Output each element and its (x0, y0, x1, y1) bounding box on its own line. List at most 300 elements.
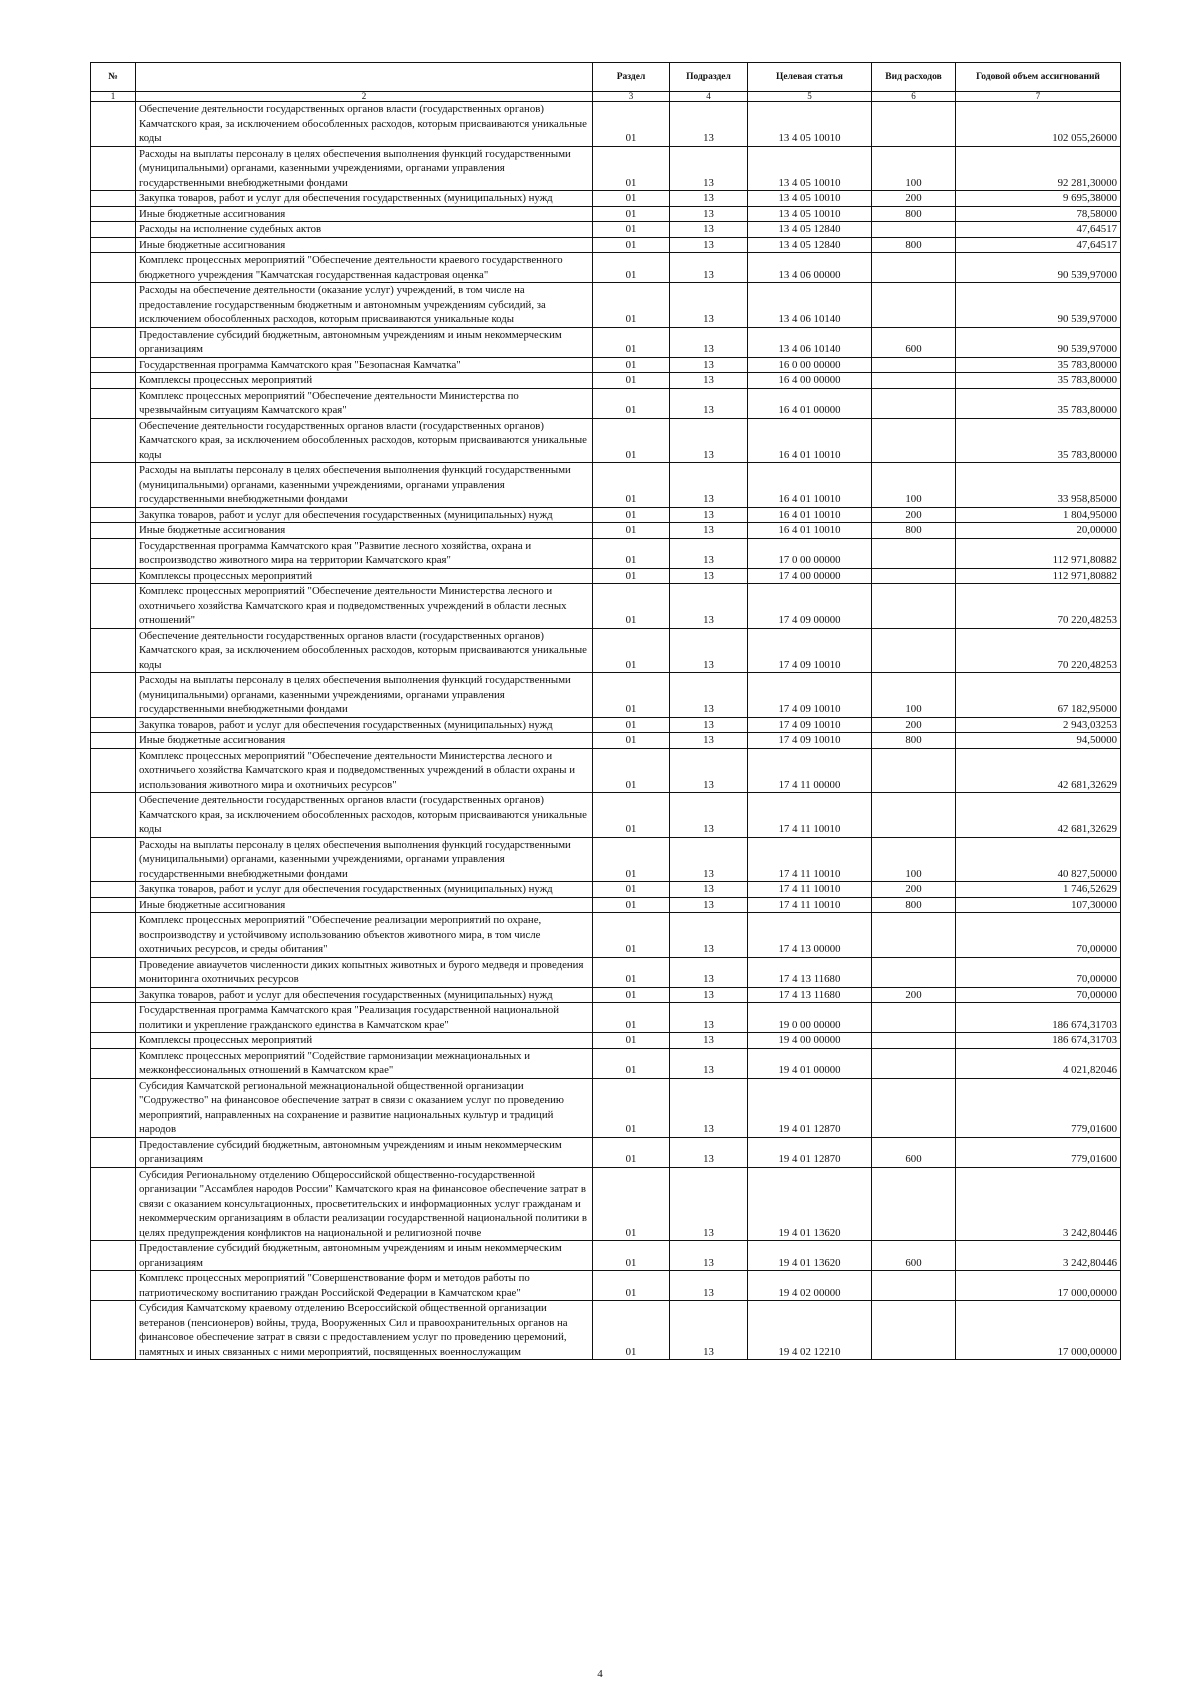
row-podrazdel: 13 (670, 357, 748, 373)
row-expense-type: 800 (872, 237, 956, 253)
row-podrazdel: 13 (670, 373, 748, 389)
table-row (91, 897, 1121, 913)
table-row (91, 327, 1121, 357)
row-number (91, 1167, 136, 1241)
row-number (91, 793, 136, 838)
row-name: Субсидия Камчатскому краевому отделению Всероссийской общественной организации ветеранов (пенсионеров) войны, труда, Вооруженных Сил и правоохранительных органов на финансовое обеспечение затрат в связи с предоставлением услуг по проведению церемоний, памятных и иных связанных с ними мероприятий, посвященных военнослужащим (136, 1301, 593, 1360)
table-row (91, 206, 1121, 222)
row-number (91, 837, 136, 882)
row-expense-type (872, 373, 956, 389)
row-amount: 35 783,80000 (956, 388, 1121, 418)
row-amount: 3 242,80446 (956, 1167, 1121, 1241)
table-row (91, 538, 1121, 568)
row-number (91, 523, 136, 539)
table-row (91, 748, 1121, 793)
table-row (91, 1078, 1121, 1137)
row-number (91, 1033, 136, 1049)
header-target: Целевая статья (748, 63, 872, 92)
row-name: Государственная программа Камчатского края "Безопасная Камчатка" (136, 357, 593, 373)
table-row (91, 523, 1121, 539)
row-razdel: 01 (593, 146, 670, 191)
row-podrazdel: 13 (670, 673, 748, 718)
row-podrazdel: 13 (670, 717, 748, 733)
row-podrazdel: 13 (670, 793, 748, 838)
row-name: Комплексы процессных мероприятий (136, 568, 593, 584)
row-amount: 35 783,80000 (956, 418, 1121, 463)
row-amount: 33 958,85000 (956, 463, 1121, 508)
row-podrazdel: 13 (670, 146, 748, 191)
row-expense-type (872, 1167, 956, 1241)
row-razdel: 01 (593, 538, 670, 568)
row-expense-type: 600 (872, 1241, 956, 1271)
row-name: Предоставление субсидий бюджетным, автономным учреждениям и иным некоммерческим организациям (136, 1137, 593, 1167)
row-podrazdel: 13 (670, 1137, 748, 1167)
row-razdel: 01 (593, 1078, 670, 1137)
row-razdel: 01 (593, 673, 670, 718)
row-number (91, 1271, 136, 1301)
row-podrazdel: 13 (670, 327, 748, 357)
column-number: 6 (872, 92, 956, 102)
column-number: 4 (670, 92, 748, 102)
row-name: Комплекс процессных мероприятий "Совершенствование форм и методов работы по патриотическому воспитанию граждан Российской Федерации в Камчатском крае" (136, 1271, 593, 1301)
row-podrazdel: 13 (670, 584, 748, 629)
row-number (91, 897, 136, 913)
row-target-article: 17 4 09 00000 (748, 584, 872, 629)
row-podrazdel: 13 (670, 388, 748, 418)
row-podrazdel: 13 (670, 628, 748, 673)
row-expense-type: 200 (872, 882, 956, 898)
row-expense-type: 800 (872, 733, 956, 749)
row-number (91, 222, 136, 238)
row-name: Расходы на обеспечение деятельности (оказание услуг) учреждений, в том числе на предоставление государственным бюджетным и автономным учреждениям субсидий, за исключением обособленных расходов, которым присваиваются уникальные коды (136, 283, 593, 328)
table-row (91, 837, 1121, 882)
row-number (91, 628, 136, 673)
row-amount: 90 539,97000 (956, 283, 1121, 328)
table-row (91, 882, 1121, 898)
table-row (91, 913, 1121, 958)
row-number (91, 1048, 136, 1078)
row-amount: 70,00000 (956, 913, 1121, 958)
row-number (91, 733, 136, 749)
row-expense-type: 100 (872, 146, 956, 191)
row-amount: 78,58000 (956, 206, 1121, 222)
row-expense-type (872, 222, 956, 238)
row-podrazdel: 13 (670, 283, 748, 328)
row-amount: 92 281,30000 (956, 146, 1121, 191)
row-name: Расходы на выплаты персоналу в целях обеспечения выполнения функций государственными (муниципальными) органами, казенными учреждениями, органами управления государственными внебюджетными фондами (136, 673, 593, 718)
row-expense-type: 800 (872, 523, 956, 539)
row-number (91, 717, 136, 733)
row-amount: 779,01600 (956, 1137, 1121, 1167)
table-row (91, 793, 1121, 838)
table-row (91, 146, 1121, 191)
row-razdel: 01 (593, 283, 670, 328)
table-row (91, 253, 1121, 283)
table-row (91, 1241, 1121, 1271)
row-target-article: 19 4 01 13620 (748, 1241, 872, 1271)
row-expense-type: 200 (872, 717, 956, 733)
row-amount: 90 539,97000 (956, 327, 1121, 357)
row-number (91, 1301, 136, 1360)
row-razdel: 01 (593, 507, 670, 523)
row-expense-type (872, 957, 956, 987)
row-amount: 47,64517 (956, 237, 1121, 253)
row-number (91, 1137, 136, 1167)
row-razdel: 01 (593, 373, 670, 389)
column-number: 7 (956, 92, 1121, 102)
row-number (91, 584, 136, 629)
table-row (91, 673, 1121, 718)
row-expense-type: 200 (872, 507, 956, 523)
row-name: Обеспечение деятельности государственных органов власти (государственных органов) Камчатского края, за исключением обособленных расходов, которым присваиваются уникальные коды (136, 628, 593, 673)
row-amount: 67 182,95000 (956, 673, 1121, 718)
row-target-article: 19 4 02 12210 (748, 1301, 872, 1360)
row-target-article: 16 4 01 10010 (748, 523, 872, 539)
row-name: Закупка товаров, работ и услуг для обеспечения государственных (муниципальных) нужд (136, 191, 593, 207)
row-podrazdel: 13 (670, 523, 748, 539)
row-expense-type: 600 (872, 1137, 956, 1167)
header-amount: Годовой объем ассигнований (956, 63, 1121, 92)
page-number: 4 (597, 1668, 603, 1680)
row-podrazdel: 13 (670, 1271, 748, 1301)
table-row (91, 191, 1121, 207)
row-podrazdel: 13 (670, 222, 748, 238)
row-podrazdel: 13 (670, 463, 748, 508)
row-razdel: 01 (593, 584, 670, 629)
row-razdel: 01 (593, 102, 670, 147)
row-number (91, 538, 136, 568)
row-target-article: 16 4 01 10010 (748, 463, 872, 508)
row-target-article: 13 4 06 10140 (748, 327, 872, 357)
row-name: Иные бюджетные ассигнования (136, 523, 593, 539)
row-razdel: 01 (593, 388, 670, 418)
row-amount: 112 971,80882 (956, 538, 1121, 568)
row-target-article: 13 4 05 10010 (748, 191, 872, 207)
header-podrazdel: Подраздел (670, 63, 748, 92)
header-expense: Вид расходов (872, 63, 956, 92)
row-expense-type: 100 (872, 837, 956, 882)
row-amount: 35 783,80000 (956, 373, 1121, 389)
row-razdel: 01 (593, 1003, 670, 1033)
row-name: Иные бюджетные ассигнования (136, 237, 593, 253)
row-amount: 186 674,31703 (956, 1033, 1121, 1049)
row-expense-type (872, 913, 956, 958)
row-target-article: 19 4 01 12870 (748, 1078, 872, 1137)
table-row (91, 357, 1121, 373)
row-podrazdel: 13 (670, 253, 748, 283)
row-amount: 70,00000 (956, 987, 1121, 1003)
row-name: Предоставление субсидий бюджетным, автономным учреждениям и иным некоммерческим организациям (136, 1241, 593, 1271)
row-name: Расходы на выплаты персоналу в целях обеспечения выполнения функций государственными (муниципальными) органами, казенными учреждениями, органами управления государственными внебюджетными фондами (136, 837, 593, 882)
row-target-article: 17 4 11 10010 (748, 793, 872, 838)
row-amount: 70,00000 (956, 957, 1121, 987)
row-amount: 90 539,97000 (956, 253, 1121, 283)
table-row (91, 1301, 1121, 1360)
row-name: Субсидия Региональному отделению Общероссийской общественно-государственной организации "Ассамблея народов России" Камчатского края на финансовое обеспечение затрат в связи с оказанием консультационных, просветительских и информационных услуг гражданам и некоммерческим организациям в области реализации государственной национальной политики в целях предупреждения конфликтов на национальной и религиозной почве (136, 1167, 593, 1241)
row-name: Закупка товаров, работ и услуг для обеспечения государственных (муниципальных) нужд (136, 987, 593, 1003)
row-number (91, 102, 136, 147)
row-name: Расходы на исполнение судебных актов (136, 222, 593, 238)
row-razdel: 01 (593, 206, 670, 222)
table-row (91, 1033, 1121, 1049)
table-row (91, 717, 1121, 733)
row-name: Расходы на выплаты персоналу в целях обеспечения выполнения функций государственными (муниципальными) органами, казенными учреждениями, органами управления государственными внебюджетными фондами (136, 463, 593, 508)
table-row (91, 102, 1121, 147)
row-number (91, 913, 136, 958)
column-number: 1 (91, 92, 136, 102)
row-target-article: 17 4 00 00000 (748, 568, 872, 584)
column-number: 5 (748, 92, 872, 102)
row-podrazdel: 13 (670, 418, 748, 463)
row-podrazdel: 13 (670, 957, 748, 987)
header-name (136, 63, 593, 92)
row-podrazdel: 13 (670, 1048, 748, 1078)
row-target-article: 16 4 01 10010 (748, 507, 872, 523)
row-expense-type: 200 (872, 191, 956, 207)
row-number (91, 463, 136, 508)
row-amount: 70 220,48253 (956, 584, 1121, 629)
row-razdel: 01 (593, 628, 670, 673)
row-razdel: 01 (593, 717, 670, 733)
row-name: Предоставление субсидий бюджетным, автономным учреждениям и иным некоммерческим организациям (136, 327, 593, 357)
row-target-article: 13 4 05 10010 (748, 146, 872, 191)
table-row (91, 373, 1121, 389)
row-podrazdel: 13 (670, 237, 748, 253)
row-podrazdel: 13 (670, 837, 748, 882)
table-row (91, 1271, 1121, 1301)
row-expense-type (872, 388, 956, 418)
row-expense-type (872, 568, 956, 584)
row-name: Иные бюджетные ассигнования (136, 733, 593, 749)
row-razdel: 01 (593, 987, 670, 1003)
row-razdel: 01 (593, 1167, 670, 1241)
row-target-article: 17 4 13 11680 (748, 987, 872, 1003)
table-row (91, 1048, 1121, 1078)
row-amount: 17 000,00000 (956, 1301, 1121, 1360)
row-target-article: 13 4 05 12840 (748, 237, 872, 253)
row-name: Обеспечение деятельности государственных органов власти (государственных органов) Камчатского края, за исключением обособленных расходов, которым присваиваются уникальные коды (136, 102, 593, 147)
row-number (91, 191, 136, 207)
table-row (91, 957, 1121, 987)
row-target-article: 13 4 06 00000 (748, 253, 872, 283)
column-number: 3 (593, 92, 670, 102)
row-razdel: 01 (593, 357, 670, 373)
row-expense-type: 100 (872, 463, 956, 508)
row-number (91, 357, 136, 373)
row-amount: 9 695,38000 (956, 191, 1121, 207)
row-expense-type (872, 628, 956, 673)
row-razdel: 01 (593, 748, 670, 793)
row-podrazdel: 13 (670, 568, 748, 584)
row-target-article: 17 4 09 10010 (748, 628, 872, 673)
table-body (91, 102, 1121, 1360)
row-expense-type (872, 1003, 956, 1033)
row-number (91, 1078, 136, 1137)
row-podrazdel: 13 (670, 1003, 748, 1033)
row-amount: 42 681,32629 (956, 793, 1121, 838)
row-expense-type (872, 283, 956, 328)
row-amount: 4 021,82046 (956, 1048, 1121, 1078)
row-number (91, 253, 136, 283)
row-number (91, 1003, 136, 1033)
row-podrazdel: 13 (670, 897, 748, 913)
row-target-article: 13 4 05 12840 (748, 222, 872, 238)
row-expense-type (872, 418, 956, 463)
row-name: Комплексы процессных мероприятий (136, 373, 593, 389)
row-name: Комплекс процессных мероприятий "Обеспечение деятельности Министерства лесного и охотничьего хозяйства Камчатского края и подведомственных учреждений в области охраны и использования животного мира и охотничьих ресурсов" (136, 748, 593, 793)
row-razdel: 01 (593, 913, 670, 958)
row-razdel: 01 (593, 1271, 670, 1301)
row-target-article: 13 4 05 10010 (748, 206, 872, 222)
row-name: Иные бюджетные ассигнования (136, 206, 593, 222)
row-podrazdel: 13 (670, 748, 748, 793)
row-razdel: 01 (593, 463, 670, 508)
row-number (91, 237, 136, 253)
row-amount: 1 804,95000 (956, 507, 1121, 523)
row-target-article: 17 4 11 10010 (748, 897, 872, 913)
row-name: Комплексы процессных мероприятий (136, 1033, 593, 1049)
row-amount: 17 000,00000 (956, 1271, 1121, 1301)
row-target-article: 19 4 00 00000 (748, 1033, 872, 1049)
row-razdel: 01 (593, 1033, 670, 1049)
row-name: Комплекс процессных мероприятий "Обеспечение деятельности Министерства по чрезвычайным ситуациям Камчатского края" (136, 388, 593, 418)
table-row (91, 283, 1121, 328)
row-target-article: 17 4 09 10010 (748, 717, 872, 733)
row-target-article: 19 4 01 13620 (748, 1167, 872, 1241)
row-amount: 20,00000 (956, 523, 1121, 539)
row-target-article: 16 4 00 00000 (748, 373, 872, 389)
row-target-article: 19 0 00 00000 (748, 1003, 872, 1033)
row-target-article: 13 4 06 10140 (748, 283, 872, 328)
row-podrazdel: 13 (670, 1078, 748, 1137)
row-podrazdel: 13 (670, 191, 748, 207)
header-row (91, 63, 1121, 92)
row-podrazdel: 13 (670, 882, 748, 898)
budget-table (90, 62, 1121, 1360)
row-target-article: 17 4 11 00000 (748, 748, 872, 793)
row-name: Расходы на выплаты персоналу в целях обеспечения выполнения функций государственными (муниципальными) органами, казенными учреждениями, органами управления государственными внебюджетными фондами (136, 146, 593, 191)
row-expense-type: 600 (872, 327, 956, 357)
row-razdel: 01 (593, 237, 670, 253)
row-amount: 1 746,52629 (956, 882, 1121, 898)
table-row (91, 507, 1121, 523)
row-target-article: 17 4 09 10010 (748, 733, 872, 749)
row-podrazdel: 13 (670, 102, 748, 147)
row-podrazdel: 13 (670, 987, 748, 1003)
row-number (91, 882, 136, 898)
budget-sheet (90, 62, 1120, 1360)
row-target-article: 16 4 01 00000 (748, 388, 872, 418)
row-name: Иные бюджетные ассигнования (136, 897, 593, 913)
row-name: Субсидия Камчатской региональной межнациональной общественной организации "Содружество" на финансовое обеспечение затрат в связи с оказанием услуг по проведению мероприятий, направленных на сохранение и развитие национальных культур и традиций народов (136, 1078, 593, 1137)
column-number-row (91, 92, 1121, 102)
row-podrazdel: 13 (670, 538, 748, 568)
row-target-article: 19 4 02 00000 (748, 1271, 872, 1301)
row-amount: 35 783,80000 (956, 357, 1121, 373)
table-row (91, 987, 1121, 1003)
table-row (91, 463, 1121, 508)
row-razdel: 01 (593, 882, 670, 898)
table-row (91, 628, 1121, 673)
row-name: Государственная программа Камчатского края "Реализация государственной национальной политики и укрепление гражданского единства в Камчатском крае" (136, 1003, 593, 1033)
row-podrazdel: 13 (670, 1167, 748, 1241)
row-razdel: 01 (593, 897, 670, 913)
row-expense-type (872, 538, 956, 568)
row-podrazdel: 13 (670, 507, 748, 523)
row-razdel: 01 (593, 837, 670, 882)
row-expense-type (872, 357, 956, 373)
row-razdel: 01 (593, 793, 670, 838)
row-amount: 107,30000 (956, 897, 1121, 913)
row-name: Закупка товаров, работ и услуг для обеспечения государственных (муниципальных) нужд (136, 717, 593, 733)
row-amount: 94,50000 (956, 733, 1121, 749)
table-row (91, 388, 1121, 418)
row-target-article: 17 4 11 10010 (748, 882, 872, 898)
row-expense-type (872, 1301, 956, 1360)
row-name: Обеспечение деятельности государственных органов власти (государственных органов) Камчатского края, за исключением обособленных расходов, которым присваиваются уникальные коды (136, 418, 593, 463)
row-expense-type (872, 1078, 956, 1137)
row-number (91, 748, 136, 793)
row-expense-type: 800 (872, 897, 956, 913)
row-target-article: 17 4 13 11680 (748, 957, 872, 987)
row-number (91, 373, 136, 389)
row-podrazdel: 13 (670, 1301, 748, 1360)
table-row (91, 237, 1121, 253)
row-expense-type (872, 748, 956, 793)
table-row (91, 584, 1121, 629)
row-expense-type (872, 1271, 956, 1301)
row-razdel: 01 (593, 1048, 670, 1078)
row-amount: 186 674,31703 (956, 1003, 1121, 1033)
table-row (91, 1003, 1121, 1033)
table-row (91, 418, 1121, 463)
header-razdel: Раздел (593, 63, 670, 92)
row-amount: 42 681,32629 (956, 748, 1121, 793)
row-razdel: 01 (593, 1301, 670, 1360)
row-amount: 112 971,80882 (956, 568, 1121, 584)
table-row (91, 733, 1121, 749)
row-number (91, 957, 136, 987)
row-podrazdel: 13 (670, 913, 748, 958)
table-row (91, 568, 1121, 584)
row-razdel: 01 (593, 191, 670, 207)
row-razdel: 01 (593, 418, 670, 463)
row-amount: 779,01600 (956, 1078, 1121, 1137)
row-name: Комплекс процессных мероприятий "Обеспечение деятельности Министерства лесного и охотничьего хозяйства Камчатского края и подведомственных учреждений в области лесных отношений" (136, 584, 593, 629)
row-name: Закупка товаров, работ и услуг для обеспечения государственных (муниципальных) нужд (136, 882, 593, 898)
row-razdel: 01 (593, 733, 670, 749)
header-num: № (91, 63, 136, 92)
row-podrazdel: 13 (670, 1241, 748, 1271)
row-target-article: 17 4 13 00000 (748, 913, 872, 958)
row-amount: 40 827,50000 (956, 837, 1121, 882)
row-razdel: 01 (593, 327, 670, 357)
row-podrazdel: 13 (670, 206, 748, 222)
row-podrazdel: 13 (670, 733, 748, 749)
column-number: 2 (136, 92, 593, 102)
row-amount: 2 943,03253 (956, 717, 1121, 733)
table-row (91, 222, 1121, 238)
row-expense-type: 100 (872, 673, 956, 718)
row-name: Государственная программа Камчатского края "Развитие лесного хозяйства, охрана и воспроизводство животного мира на территории Камчатского края" (136, 538, 593, 568)
row-amount: 70 220,48253 (956, 628, 1121, 673)
row-name: Закупка товаров, работ и услуг для обеспечения государственных (муниципальных) нужд (136, 507, 593, 523)
row-number (91, 1241, 136, 1271)
row-expense-type (872, 253, 956, 283)
row-number (91, 327, 136, 357)
row-target-article: 17 4 11 10010 (748, 837, 872, 882)
row-amount: 47,64517 (956, 222, 1121, 238)
